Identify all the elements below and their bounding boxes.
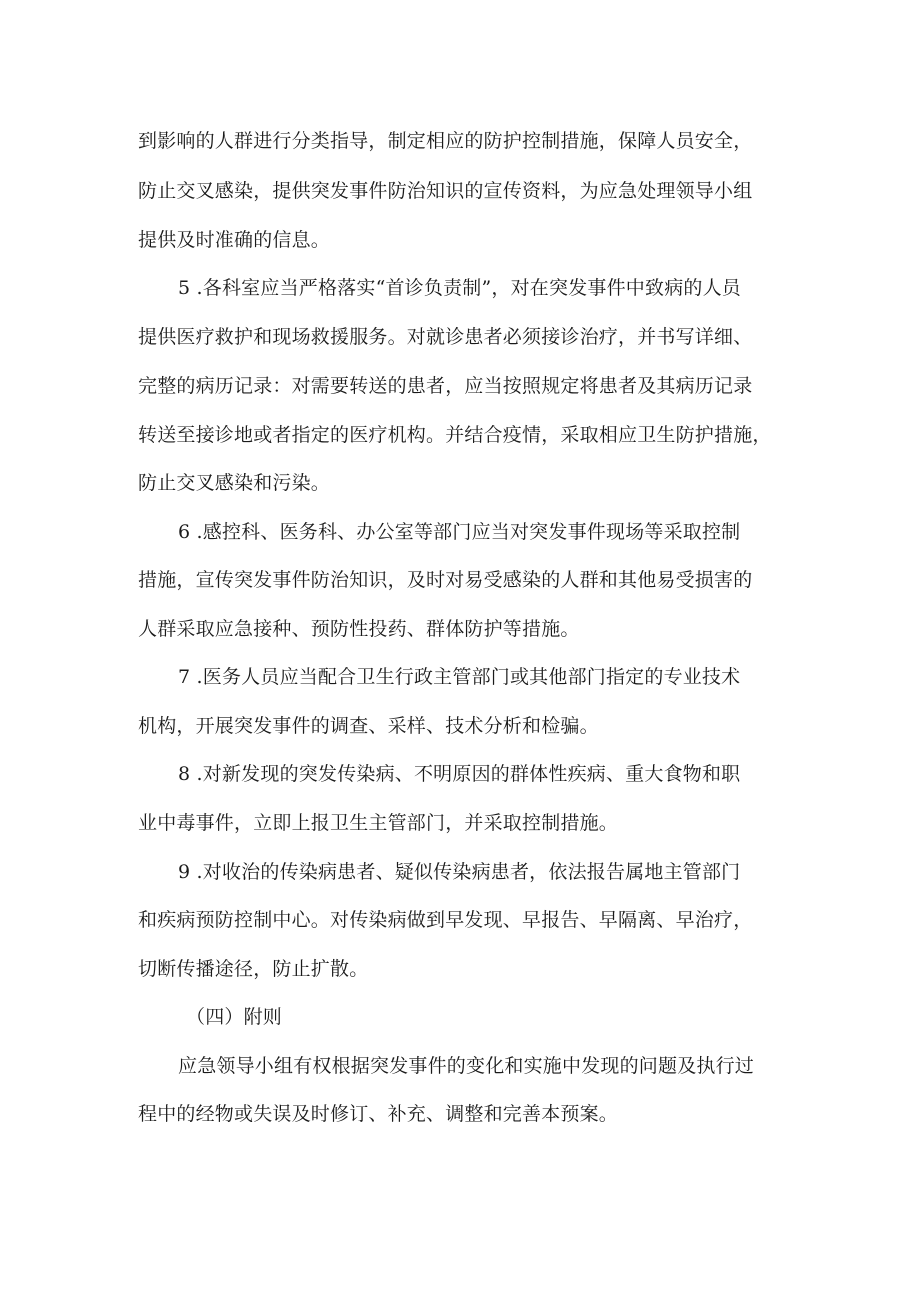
paragraph-line: 提供及时准确的信息。: [138, 229, 331, 251]
paragraph-line: 转送至接诊地或者指定的医疗机构。并结合疫情，采取相应卫生防护措施，: [138, 424, 772, 446]
paragraph-line: 程中的经物或失误及时修订、补充、调整和完善本预案。: [138, 1103, 619, 1125]
paragraph-line: 切断传播途径，防止扩散。: [138, 958, 369, 980]
item-7-line: 7 .医务人员应当配合卫生行政主管部门或其他部门指定的专业技术: [178, 666, 741, 688]
item-5-line: 5 .各科室应当严格落实“首诊负责制”，对在突发事件中致病的人员: [178, 277, 741, 299]
paragraph-line: 提供医疗救护和现场救援服务。对就诊患者必须接诊治疗，并书写详细、: [138, 326, 753, 348]
paragraph-line: 机构，开展突发事件的调查、采样、技术分析和检骗。: [138, 715, 599, 737]
item-8-line: 8 .对新发现的突发传染病、不明原因的群体性疾病、重大食物和职: [178, 763, 741, 785]
paragraph-line: 和疾病预防控制中心。对传染病做到早发现、早报告、早隔离、早治疗，: [138, 909, 753, 931]
paragraph-line: 防止交叉感染，提供突发事件防治知识的宣传资料，为应急处理领导小组: [138, 180, 753, 202]
paragraph-line: 业中毒事件，立即上报卫生主管部门，并采取控制措施。: [138, 812, 619, 834]
paragraph-line: 完整的病历记录：对需要转送的患者，应当按照规定将患者及其病历记录: [138, 375, 753, 397]
paragraph-line: 到影响的人群进行分类指导，制定相应的防护控制措施，保障人员安全，: [138, 130, 753, 152]
paragraph-line: 应急领导小组有权根据突发事件的变化和实施中发现的问题及执行过: [178, 1055, 755, 1077]
item-6-line: 6 .感控科、医务科、办公室等部门应当对突发事件现场等采取控制: [178, 521, 741, 543]
section-heading: （四）附则: [186, 1006, 283, 1028]
paragraph-line: 防止交叉感染和污染。: [138, 472, 331, 494]
paragraph-line: 人群采取应急接种、预防性投药、群体防护等措施。: [138, 618, 580, 640]
paragraph-line: 措施，宣传突发事件防治知识，及时对易受感染的人群和其他易受损害的: [138, 569, 753, 591]
item-9-line: 9 .对收治的传染病患者、疑似传染病患者，依法报告属地主管部门: [178, 861, 741, 883]
